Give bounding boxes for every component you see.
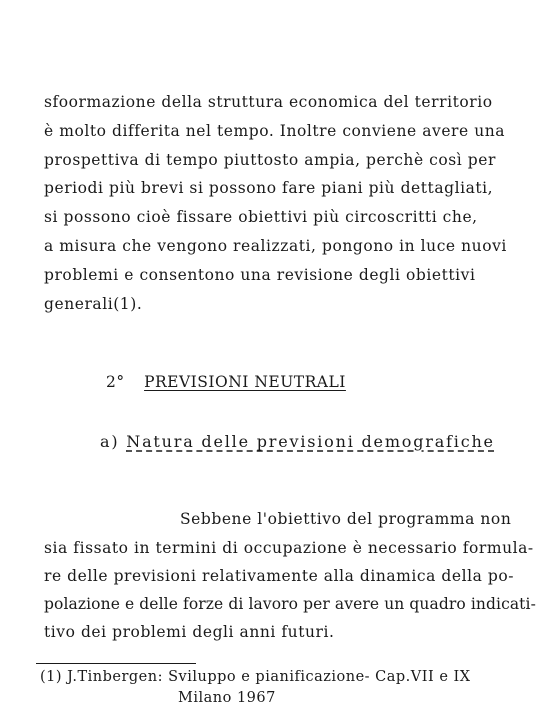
- paragraph-1-line: sfoormazione della struttura economica del territorio: [44, 93, 493, 111]
- paragraph-1-line: problemi e consentono una revisione degli obiettivi: [44, 266, 476, 284]
- paragraph-1-line: prospettiva di tempo piuttosto ampia, perchè così per: [44, 151, 496, 169]
- subsection-heading: [100, 432, 495, 451]
- paragraph-1-line: si possono cioè fissare obiettivi più circoscritti che,: [44, 208, 478, 226]
- section-number: 2°: [106, 373, 125, 391]
- paragraph-2-line: sia fissato in termini di occupazione è necessario formula-: [44, 539, 534, 557]
- paragraph-2-line: tivo dei problemi degli anni futuri.: [44, 623, 335, 641]
- subsection-label: a): [100, 432, 120, 451]
- paragraph-1-line: periodi più brevi si possono fare piani più dettagliati,: [44, 179, 494, 197]
- footnote-line: Milano 1967: [178, 690, 276, 706]
- paragraph-2-line: polazione e delle forze di lavoro per avere un quadro indicati-: [44, 595, 536, 613]
- section-heading: [106, 373, 346, 391]
- paragraph-2-line: Sebbene l'obiettivo del programma non: [180, 510, 512, 528]
- paragraph-1-line: a misura che vengono realizzati, pongono in luce nuovi: [44, 237, 507, 255]
- footnote-line: (1) J.Tinbergen: Sviluppo e pianificazione- Cap.VII e IX: [40, 669, 471, 685]
- footnote-rule: [36, 663, 196, 664]
- section-title: PREVISIONI NEUTRALI: [144, 373, 346, 391]
- paragraph-1-line: è molto differita nel tempo. Inoltre conviene avere una: [44, 122, 506, 140]
- paragraph-1-line: generali(1).: [44, 295, 143, 313]
- subsection-title: Natura delle previsioni demografiche: [126, 432, 495, 451]
- paragraph-2-line: re delle previsioni relativamente alla dinamica della po-: [44, 567, 515, 585]
